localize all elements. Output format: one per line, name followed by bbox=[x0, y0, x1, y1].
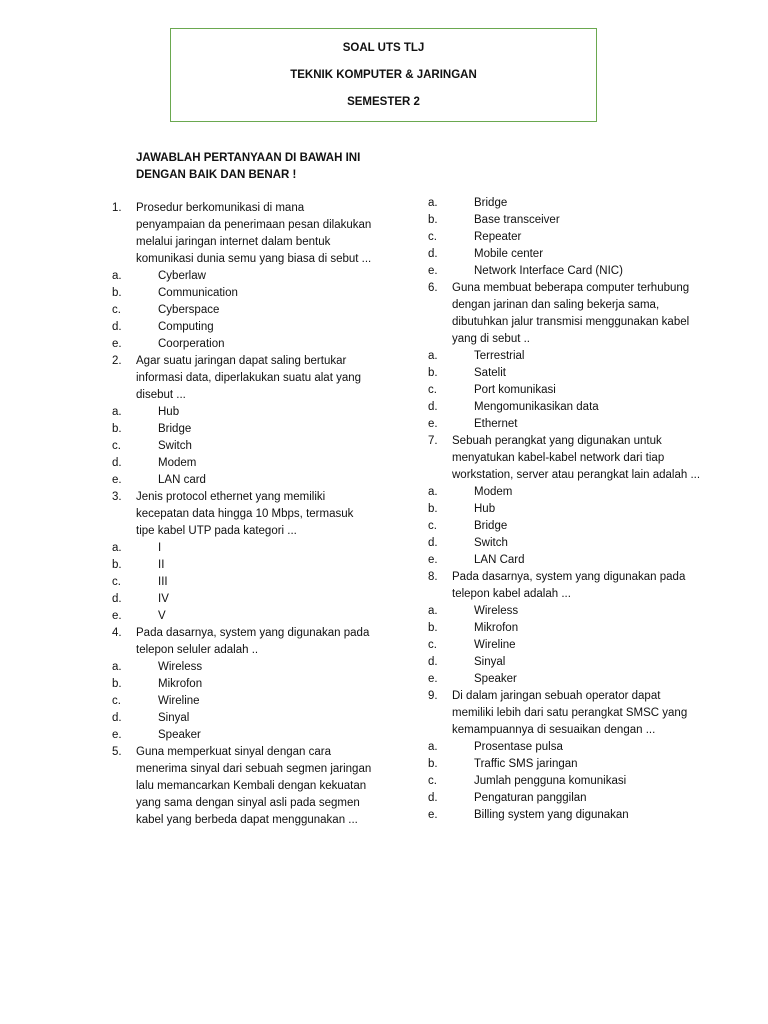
option-letter: a. bbox=[428, 605, 438, 617]
question bbox=[112, 353, 372, 404]
answer-option bbox=[428, 195, 703, 212]
option-letter: b. bbox=[112, 423, 122, 435]
answer-option bbox=[112, 591, 372, 608]
option-text: Cyberspace bbox=[158, 304, 220, 316]
option-text: Hub bbox=[158, 406, 180, 418]
option-text: Bridge bbox=[474, 197, 508, 209]
option-text: Satelit bbox=[474, 367, 506, 379]
answer-option bbox=[428, 807, 703, 824]
answer-option bbox=[112, 472, 372, 489]
option-letter: e. bbox=[428, 554, 438, 566]
answer-option bbox=[112, 421, 372, 438]
answer-option bbox=[428, 365, 703, 382]
option-letter: e. bbox=[112, 474, 122, 486]
option-text: Speaker bbox=[474, 673, 517, 685]
option-text: I bbox=[158, 542, 162, 554]
option-text: Sinyal bbox=[474, 656, 506, 668]
question bbox=[428, 433, 703, 484]
option-text: Bridge bbox=[474, 520, 508, 532]
question-number: 4. bbox=[112, 627, 122, 639]
option-text: Ethernet bbox=[474, 418, 518, 430]
option-letter: b. bbox=[112, 287, 122, 299]
option-letter: c. bbox=[428, 639, 437, 651]
answer-option bbox=[428, 399, 703, 416]
option-letter: e. bbox=[112, 338, 122, 350]
option-text: Modem bbox=[474, 486, 513, 498]
option-text: Repeater bbox=[474, 231, 522, 243]
answer-option bbox=[428, 518, 703, 535]
option-letter: d. bbox=[112, 321, 122, 333]
question bbox=[112, 625, 372, 659]
question-text: Sebuah perangkat yang digunakan untuk menyatukan kabel-kabel network dari tiap workstation, server atau perangkat lain adalah ... bbox=[452, 435, 701, 481]
option-letter: b. bbox=[428, 214, 438, 226]
option-letter: c. bbox=[112, 440, 121, 452]
option-letter: a. bbox=[112, 270, 122, 282]
option-letter: c. bbox=[428, 520, 437, 532]
option-text: LAN Card bbox=[474, 554, 525, 566]
option-letter: a. bbox=[428, 350, 438, 362]
question-number: 5. bbox=[112, 746, 122, 758]
option-letter: a. bbox=[112, 542, 122, 554]
answer-option bbox=[112, 438, 372, 455]
answer-option bbox=[112, 557, 372, 574]
answer-option bbox=[428, 501, 703, 518]
option-letter: b. bbox=[112, 559, 122, 571]
option-letter: e. bbox=[428, 265, 438, 277]
option-text: Network Interface Card (NIC) bbox=[474, 265, 623, 277]
option-text: Bridge bbox=[158, 423, 192, 435]
option-letter: e. bbox=[428, 809, 438, 821]
option-text: Speaker bbox=[158, 729, 201, 741]
title-line-1: SOAL UTS TLJ bbox=[342, 41, 425, 54]
option-text: II bbox=[158, 559, 165, 571]
answer-option bbox=[428, 535, 703, 552]
question bbox=[112, 200, 372, 268]
question-text: Pada dasarnya, system yang digunakan pada telepon kabel adalah ... bbox=[452, 571, 686, 600]
option-text: Cyberlaw bbox=[158, 270, 206, 282]
option-text: Base transceiver bbox=[474, 214, 560, 226]
answer-option bbox=[428, 382, 703, 399]
option-letter: e. bbox=[428, 673, 438, 685]
question-text: Guna memperkuat sinyal dengan cara menerima sinyal dari sebuah segmen jaringan lalu memancarkan Kembali dengan kekuatan yang sama dengan sinyal asli pada segmen kabel yang berbeda dapat menggunakan ... bbox=[136, 746, 372, 826]
answer-option bbox=[112, 608, 372, 625]
answer-option bbox=[428, 552, 703, 569]
question-number: 1. bbox=[112, 202, 122, 214]
option-letter: d. bbox=[428, 792, 438, 804]
option-letter: d. bbox=[112, 593, 122, 605]
option-text: Terrestrial bbox=[474, 350, 525, 362]
option-text: LAN card bbox=[158, 474, 206, 486]
question-text: Agar suatu jaringan dapat saling bertukar informasi data, diperlakukan suatu alat yang disebut ... bbox=[136, 355, 362, 401]
question-text: Pada dasarnya, system yang digunakan pada telepon seluler adalah .. bbox=[136, 627, 370, 656]
answer-option bbox=[112, 540, 372, 557]
option-text: Jumlah pengguna komunikasi bbox=[474, 775, 627, 787]
question-number: 3. bbox=[112, 491, 122, 503]
option-letter: b. bbox=[112, 678, 122, 690]
answer-option bbox=[112, 336, 372, 353]
answer-option bbox=[428, 484, 703, 501]
option-letter: d. bbox=[428, 656, 438, 668]
answer-option bbox=[428, 229, 703, 246]
option-letter: d. bbox=[428, 248, 438, 260]
question bbox=[428, 688, 703, 739]
answer-option bbox=[428, 773, 703, 790]
option-text: Switch bbox=[474, 537, 508, 549]
answer-option bbox=[428, 654, 703, 671]
option-letter: a. bbox=[428, 197, 438, 209]
question-text: Guna membuat beberapa computer terhubung dengan jarinan dan saling bekerja sama, dibutuhkan jalur transmisi menggunakan kabel yang di sebut .. bbox=[452, 282, 690, 345]
title-box bbox=[170, 28, 597, 122]
option-text: Wireless bbox=[474, 605, 519, 617]
answer-option bbox=[428, 637, 703, 654]
option-letter: b. bbox=[428, 367, 438, 379]
option-letter: c. bbox=[428, 231, 437, 243]
answer-option bbox=[428, 348, 703, 365]
option-text: Modem bbox=[158, 457, 197, 469]
instruction-text: JAWABLAH PERTANYAAN DI BAWAH INI DENGAN BAIK DAN BENAR ! bbox=[136, 152, 361, 181]
answer-option bbox=[112, 455, 372, 472]
answer-option bbox=[112, 710, 372, 727]
title-line-2: TEKNIK KOMPUTER & JARINGAN bbox=[290, 68, 477, 81]
answer-option bbox=[112, 404, 372, 421]
option-letter: c. bbox=[112, 304, 121, 316]
answer-option bbox=[428, 416, 703, 433]
question bbox=[112, 744, 372, 829]
answer-option bbox=[112, 574, 372, 591]
option-text: Wireline bbox=[158, 695, 200, 707]
question-text: Prosedur berkomunikasi di mana penyampaian da penerimaan pesan dilakukan melalui jaringan internet dalam bentuk komunikasi dunia semu yang biasa di sebut ... bbox=[136, 202, 372, 265]
option-text: Pengaturan panggilan bbox=[474, 792, 587, 804]
answer-option bbox=[112, 319, 372, 336]
answer-option bbox=[112, 727, 372, 744]
option-letter: d. bbox=[428, 537, 438, 549]
question-number: 9. bbox=[428, 690, 438, 702]
question-number: 7. bbox=[428, 435, 438, 447]
option-letter: c. bbox=[112, 576, 121, 588]
option-letter: a. bbox=[112, 661, 122, 673]
question-number: 6. bbox=[428, 282, 438, 294]
option-letter: e. bbox=[428, 418, 438, 430]
option-text: Traffic SMS jaringan bbox=[474, 758, 578, 770]
option-letter: c. bbox=[112, 695, 121, 707]
option-text: IV bbox=[158, 593, 169, 605]
option-letter: a. bbox=[428, 486, 438, 498]
option-letter: c. bbox=[428, 775, 437, 787]
answer-option bbox=[428, 671, 703, 688]
answer-option bbox=[428, 246, 703, 263]
option-text: Computing bbox=[158, 321, 214, 333]
right-column bbox=[428, 195, 703, 824]
question-text: Di dalam jaringan sebuah operator dapat memiliki lebih dari satu perangkat SMSC yang kemampuannya di sesuaikan dengan ... bbox=[452, 690, 688, 736]
option-letter: c. bbox=[428, 384, 437, 396]
option-text: Mikrofon bbox=[158, 678, 203, 690]
answer-option bbox=[112, 268, 372, 285]
option-text: Billing system yang digunakan bbox=[474, 809, 629, 821]
option-text: Mobile center bbox=[474, 248, 544, 260]
question-number: 2. bbox=[112, 355, 122, 367]
answer-option bbox=[428, 603, 703, 620]
option-text: III bbox=[158, 576, 168, 588]
answer-option bbox=[428, 212, 703, 229]
option-letter: b. bbox=[428, 758, 438, 770]
option-text: Port komunikasi bbox=[474, 384, 556, 396]
option-text: Wireline bbox=[474, 639, 516, 651]
answer-option bbox=[112, 302, 372, 319]
option-letter: d. bbox=[112, 712, 122, 724]
option-text: Wireless bbox=[158, 661, 203, 673]
question bbox=[428, 569, 703, 603]
option-text: Prosentase pulsa bbox=[474, 741, 563, 753]
answer-option bbox=[428, 620, 703, 637]
option-letter: a. bbox=[428, 741, 438, 753]
option-letter: a. bbox=[112, 406, 122, 418]
option-text: Mikrofon bbox=[474, 622, 519, 634]
option-letter: d. bbox=[428, 401, 438, 413]
answer-option bbox=[428, 790, 703, 807]
answer-option bbox=[112, 693, 372, 710]
option-text: Switch bbox=[158, 440, 192, 452]
answer-option bbox=[112, 659, 372, 676]
option-letter: d. bbox=[112, 457, 122, 469]
question-number: 8. bbox=[428, 571, 438, 583]
title-line-3: SEMESTER 2 bbox=[347, 95, 420, 108]
question-text: Jenis protocol ethernet yang memiliki kecepatan data hingga 10 Mbps, termasuk tipe kabel UTP pada kategori ... bbox=[136, 491, 354, 537]
answer-option bbox=[428, 756, 703, 773]
option-text: V bbox=[158, 610, 166, 622]
option-text: Communication bbox=[158, 287, 238, 299]
answer-option bbox=[428, 263, 703, 280]
option-letter: b. bbox=[428, 503, 438, 515]
question bbox=[112, 489, 372, 540]
option-text: Hub bbox=[474, 503, 496, 515]
option-letter: b. bbox=[428, 622, 438, 634]
option-letter: e. bbox=[112, 729, 122, 741]
answer-option bbox=[428, 739, 703, 756]
question bbox=[428, 280, 703, 348]
option-letter: e. bbox=[112, 610, 122, 622]
left-column bbox=[112, 200, 372, 829]
answer-option bbox=[112, 676, 372, 693]
answer-option bbox=[112, 285, 372, 302]
option-text: Coorperation bbox=[158, 338, 225, 350]
option-text: Sinyal bbox=[158, 712, 190, 724]
option-text: Mengomunikasikan data bbox=[474, 401, 599, 413]
